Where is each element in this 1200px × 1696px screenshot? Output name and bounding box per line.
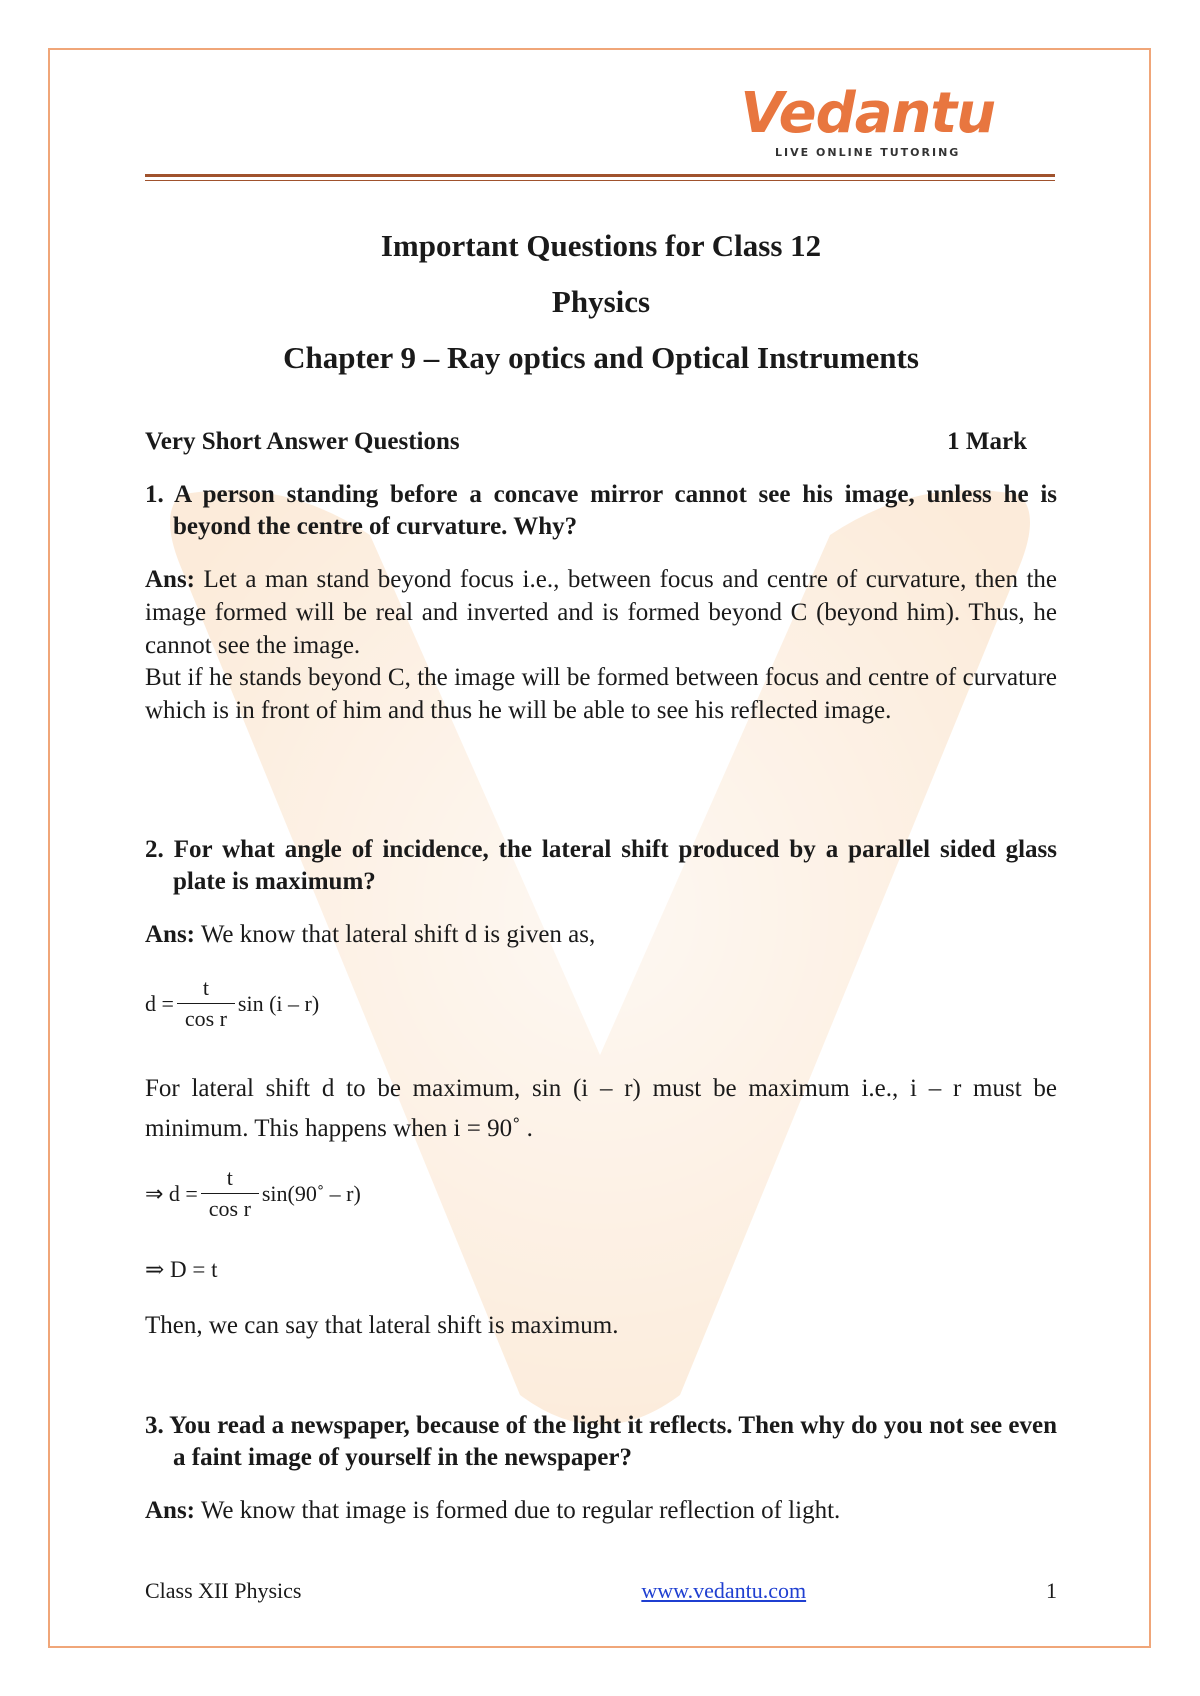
brand-wordmark: Vedantu — [740, 81, 995, 146]
answer-1-continued: But if he stands beyond C, the image will be formed between focus and centre of curvature which is in front of him and thus he will be able to see his reflected image. — [145, 664, 1057, 724]
eq2-numerator: t — [201, 1165, 259, 1194]
eq1-denominator: cos r — [184, 1006, 227, 1031]
header-divider — [145, 174, 1055, 181]
eq2-denominator: cos r — [208, 1196, 251, 1221]
eq2-rhs: sin(90˚ – r) — [261, 1180, 361, 1206]
answer-2-text: We know that lateral shift d is given as, — [195, 921, 596, 948]
section-name: Very Short Answer Questions — [145, 428, 460, 455]
equation-max-shift — [145, 1165, 361, 1222]
eq1-rhs: sin (i – r) — [237, 990, 320, 1016]
eq2-lhs: ⇒ d = — [145, 1180, 198, 1206]
eq2-fraction — [201, 1165, 259, 1222]
answer-1 — [145, 563, 1057, 662]
equation-result: ⇒ D = t — [145, 1257, 218, 1282]
question-2: 2. For what angle of incidence, the lateral shift produced by a parallel sided glass plate is maximum? — [145, 836, 1057, 895]
doc-title: Important Questions for Class 12 — [380, 228, 822, 263]
answer-3 — [145, 1494, 1057, 1527]
answer-3-text: We know that image is formed due to regular reflection of light. — [195, 1497, 841, 1524]
equation-lateral-shift — [145, 975, 319, 1032]
answer-label: Ans: — [145, 921, 196, 948]
page-number: 1 — [1046, 1578, 1057, 1603]
footer-class: Class XII Physics — [145, 1578, 302, 1603]
eq1-lhs: d = — [145, 990, 174, 1016]
eq1-numerator: t — [177, 975, 235, 1004]
footer-website-link[interactable]: www.vedantu.com — [641, 1578, 807, 1603]
brand-tagline: LIVE ONLINE TUTORING — [775, 146, 961, 159]
answer-1-text: Let a man stand beyond focus i.e., between focus and centre of curvature, then the image formed will be real and inverted and is formed beyond C (beyond him). Thus, he cannot see the image. — [145, 566, 1057, 659]
page-footer — [145, 1578, 1057, 1604]
answer-label: Ans: — [145, 1497, 196, 1524]
answer-2-conclusion: Then, we can say that lateral shift is maximum. — [145, 1312, 619, 1339]
question-1: 1. A person standing before a concave mirror cannot see his image, unless he is beyond the centre of curvature. Why? — [145, 481, 1057, 540]
eq1-fraction — [177, 975, 235, 1032]
question-3: 3. You read a newspaper, because of the light it reflects. Then why do you not see even a faint image of yourself in the newspaper? — [145, 1412, 1057, 1471]
answer-2-paragraph: For lateral shift d to be maximum, sin (i – r) must be maximum i.e., i – r must be minimum. This happens when i = 90˚ . — [145, 1075, 1057, 1142]
answer-2 — [145, 918, 1057, 951]
answer-label: Ans: — [145, 566, 196, 593]
section-marks: 1 Mark — [947, 428, 1027, 455]
vedantu-logo[interactable] — [740, 81, 995, 159]
section-header — [145, 428, 1027, 456]
doc-chapter: Chapter 9 – Ray optics and Optical Instruments — [283, 340, 919, 375]
doc-subject: Physics — [551, 284, 651, 319]
